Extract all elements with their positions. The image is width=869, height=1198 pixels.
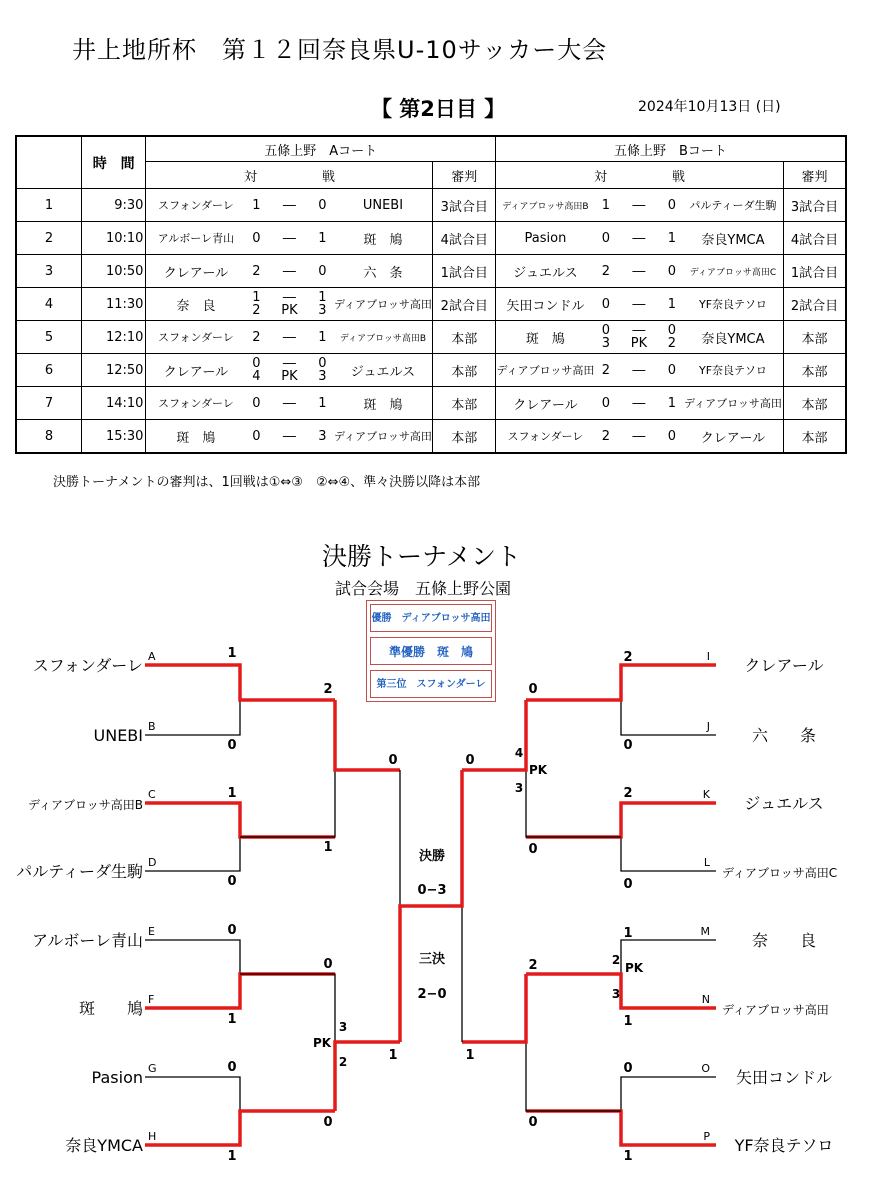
bracket-win-line <box>526 665 716 700</box>
home-team: クレアール <box>163 364 229 380</box>
pk-score-home: 4 <box>252 369 261 384</box>
score-home: 0 <box>252 230 261 246</box>
bracket-win-line <box>145 803 335 837</box>
score-home: 0 4 <box>252 356 261 384</box>
score-home: 0 <box>601 296 611 312</box>
team-name-right: YF奈良テソロ <box>734 1136 834 1155</box>
score-label: 0 <box>227 738 237 753</box>
score-home: 1 <box>252 197 261 213</box>
page-title: 井上地所杯 第１２回奈良県U-10サッカー大会 <box>72 36 608 64</box>
score-away: 3 <box>318 428 327 444</box>
bracket-line <box>145 1077 240 1111</box>
score-home: 1 <box>601 197 611 213</box>
bracket-win-line <box>400 906 432 1042</box>
bracket-line <box>621 700 716 735</box>
bracket-line <box>621 837 716 871</box>
score-home: 0 <box>601 230 611 246</box>
team-name-left: パルティーダ生駒 <box>16 862 143 881</box>
team-name-right: ディアブロッサ高田C <box>722 866 838 880</box>
score-label: 0 <box>323 1115 333 1130</box>
dash: ― <box>632 395 646 411</box>
home-team: Pasion <box>524 230 567 246</box>
score-label: 0 <box>388 753 398 768</box>
bracket-win-line <box>145 974 335 1008</box>
score-away: 0 <box>667 428 677 444</box>
bracket-line <box>526 770 621 837</box>
match-time: 15:30 <box>81 420 145 454</box>
away-team: YF奈良テソロ <box>698 298 767 311</box>
referee-b: 本部 <box>783 387 846 420</box>
score-label: 0 <box>465 753 475 768</box>
match-number: 2 <box>16 222 81 255</box>
pk-label: PK <box>312 1036 332 1050</box>
referee-b: 本部 <box>783 354 846 387</box>
away-team: ディアブロッサ高田B <box>339 333 427 344</box>
bracket-slot-letter: D <box>148 856 157 869</box>
home-team: ディアブロッサ高田B <box>502 201 589 212</box>
referee-b: 4試合目 <box>783 222 846 255</box>
bracket-slot-letter: J <box>706 720 710 733</box>
score-label: 0 <box>227 923 237 938</box>
match-time: 14:10 <box>81 387 145 420</box>
bracket-slot-letter: C <box>148 788 156 801</box>
away-team: 斑 鳩 <box>363 397 403 413</box>
pk-label: PK <box>281 303 298 318</box>
bracket-win-line <box>145 665 335 700</box>
dash: ― PK <box>630 323 648 351</box>
match-number: 1 <box>16 189 81 222</box>
referee-a: 本部 <box>433 420 495 454</box>
score-away: 0 3 <box>318 356 327 384</box>
score-label: 0 <box>623 738 633 753</box>
home-team: スフォンダーレ <box>507 430 584 443</box>
pk-score-label: 4 <box>514 746 524 760</box>
away-team: 奈良YMCA <box>701 331 765 347</box>
referee-note: 決勝トーナメントの審判は、1回戦は①⇔③ ②⇔④、準々決勝以降は本部 <box>53 475 481 490</box>
champion-label: 優勝 ディアブロッサ高田 <box>370 604 492 632</box>
dash: ― <box>632 197 646 213</box>
dash: ― <box>632 230 646 246</box>
bracket-line <box>145 940 240 974</box>
match-time: 10:10 <box>81 222 145 255</box>
home-team: ディアブロッサ高田 <box>496 364 595 377</box>
away-team: パルティーダ生駒 <box>689 199 777 212</box>
tournament-title: 決勝トーナメント <box>322 542 522 571</box>
score-away: 1 <box>667 230 677 246</box>
home-team: アルボーレ青山 <box>157 232 235 245</box>
score-home: 2 <box>252 329 261 345</box>
final-score: 0−3 <box>417 883 447 898</box>
home-team: 矢田コンドル <box>506 298 585 314</box>
score-label: 1 <box>227 1149 237 1164</box>
pk-score-home: 2 <box>252 303 261 318</box>
away-team: ディアブロッサ高田C <box>689 267 777 278</box>
away-team: クレアール <box>700 430 766 446</box>
score-label: 1 <box>227 1012 237 1027</box>
team-name-right: 奈 良 <box>751 931 817 950</box>
dash: ― <box>632 362 646 378</box>
score-label: 0 <box>623 877 633 892</box>
dash: ― PK <box>281 290 298 318</box>
score-away: 1 <box>318 395 327 411</box>
score-label: 1 <box>623 1014 633 1029</box>
tournament-venue: 試合会場 五條上野公園 <box>335 579 512 598</box>
score-away: 0 <box>667 197 677 213</box>
dash: ― <box>282 329 296 345</box>
pk-score-label: 3 <box>338 1020 348 1034</box>
score-label: 2 <box>528 958 538 973</box>
referee-a: 本部 <box>433 354 495 387</box>
referee-b: 3試合目 <box>783 189 846 222</box>
away-team: ディアブロッサ高田 <box>684 397 782 410</box>
referee-b: 本部 <box>783 321 846 354</box>
score-label: 1 <box>227 786 237 801</box>
dash: ― <box>632 296 646 312</box>
referee-b: 2試合目 <box>783 288 846 321</box>
match-header-b: 対 戦 <box>495 162 783 189</box>
date-label: 2024年10月13日 (日) <box>638 99 781 115</box>
home-team: ジュエルス <box>513 265 578 281</box>
bracket-slot-letter: G <box>148 1062 157 1075</box>
pk-score-away: 3 <box>318 303 327 318</box>
court-b-header: 五條上野 Bコート <box>495 136 846 162</box>
home-team: スフォンダーレ <box>158 331 234 344</box>
dash: ― PK <box>281 356 298 384</box>
pk-label: PK <box>630 336 648 351</box>
final-label: 決勝 <box>418 849 446 864</box>
score-label: 2 <box>323 682 333 697</box>
referee-a: 本部 <box>433 387 495 420</box>
score-away: 1 <box>667 395 677 411</box>
dash: ― <box>282 230 296 246</box>
score-home: 2 <box>601 362 611 378</box>
team-name-left: 斑 鳩 <box>78 999 143 1018</box>
score-home: 2 <box>252 263 261 279</box>
dash: ― <box>632 428 646 444</box>
match-time: 12:50 <box>81 354 145 387</box>
team-name-left: 奈良YMCA <box>65 1136 143 1155</box>
score-home: 0 <box>252 428 261 444</box>
time-header: 時 間 <box>81 136 145 189</box>
referee-header-a: 審判 <box>433 162 495 189</box>
bracket-line <box>240 770 335 837</box>
match-number: 4 <box>16 288 81 321</box>
referee-header-b: 審判 <box>783 162 846 189</box>
team-name-left: ディアブロッサ高田B <box>27 798 143 812</box>
third-place-match-score: 2−0 <box>417 987 447 1002</box>
home-team: 斑 鳩 <box>176 430 216 446</box>
away-team: 斑 鳩 <box>363 232 403 248</box>
score-label: 2 <box>623 650 633 665</box>
away-team: YF奈良テソロ <box>698 364 767 377</box>
referee-a: 3試合目 <box>433 189 495 222</box>
match-number: 7 <box>16 387 81 420</box>
score-label: 0 <box>323 957 333 972</box>
pk-label: PK <box>281 369 298 384</box>
score-away: 1 3 <box>318 290 327 318</box>
score-label: 0 <box>227 1060 237 1075</box>
score-label: 0 <box>528 842 538 857</box>
score-label: 1 <box>227 646 237 661</box>
pk-label: PK <box>528 763 548 777</box>
bracket-slot-letter: A <box>148 650 156 663</box>
pk-score-label: 3 <box>611 987 621 1001</box>
score-away: 1 <box>318 230 327 246</box>
score-away: 1 <box>667 296 677 312</box>
home-team: 斑 鳩 <box>525 331 565 347</box>
home-team: クレアール <box>513 397 578 413</box>
bracket-slot-letter: M <box>700 925 710 938</box>
pk-score-label: 3 <box>514 781 524 795</box>
pk-score-away: 3 <box>318 369 327 384</box>
home-team: スフォンダーレ <box>158 397 234 410</box>
score-label: 0 <box>528 1115 538 1130</box>
bracket-slot-letter: F <box>148 993 155 1006</box>
match-time: 11:30 <box>81 288 145 321</box>
bracket-slot-letter: I <box>706 650 710 663</box>
bracket-win-line <box>462 974 526 1042</box>
bracket-slot-letter: P <box>703 1130 710 1143</box>
bracket-win-line <box>145 1111 335 1145</box>
score-label: 2 <box>623 786 633 801</box>
home-team: クレアール <box>163 265 229 281</box>
referee-a: 1試合目 <box>433 255 495 288</box>
team-name-left: スフォンダーレ <box>32 656 143 675</box>
pk-label: PK <box>624 961 644 975</box>
away-team: 奈良YMCA <box>701 232 765 248</box>
score-home: 0 <box>601 395 611 411</box>
team-name-left: UNEBI <box>93 726 143 745</box>
pk-score-label: 2 <box>611 953 621 967</box>
team-name-right: ジュエルス <box>744 794 824 813</box>
court-a-header: 五條上野 Aコート <box>146 136 496 162</box>
score-label: 0 <box>528 682 538 697</box>
score-label: 1 <box>623 926 633 941</box>
third-place-match-label: 三決 <box>418 952 446 967</box>
away-team: ディアブロッサ高田 <box>334 430 432 443</box>
bracket-line <box>240 974 335 1042</box>
team-name-right: 六 条 <box>751 726 817 745</box>
score-home: 0 3 <box>601 323 611 351</box>
score-away: 0 <box>667 362 677 378</box>
dash: ― <box>282 395 296 411</box>
away-team: ジュエルス <box>350 364 416 380</box>
score-home: 1 2 <box>252 290 261 318</box>
dash: ― <box>282 428 296 444</box>
match-number: 8 <box>16 420 81 454</box>
dash: ― <box>282 263 296 279</box>
referee-b: 1試合目 <box>783 255 846 288</box>
match-time: 10:50 <box>81 255 145 288</box>
bracket-slot-letter: B <box>148 720 156 733</box>
score-away: 0 <box>667 263 677 279</box>
dash: ― <box>282 197 296 213</box>
match-time: 9:30 <box>81 189 145 222</box>
score-away: 0 2 <box>667 323 677 351</box>
match-number: 3 <box>16 255 81 288</box>
referee-a: 2試合目 <box>433 288 495 321</box>
match-number: 5 <box>16 321 81 354</box>
score-label: 1 <box>623 1149 633 1164</box>
bracket-line <box>621 1077 716 1111</box>
bracket-line <box>145 700 240 735</box>
bracket-slot-letter: N <box>701 993 710 1006</box>
score-label: 0 <box>623 1061 633 1076</box>
match-number: 6 <box>16 354 81 387</box>
score-label: 1 <box>388 1048 398 1063</box>
match-header-a: 対 戦 <box>146 162 433 189</box>
bracket-win-line <box>526 1111 716 1145</box>
referee-a: 4試合目 <box>433 222 495 255</box>
away-team: ディアブロッサ高田 <box>334 298 432 311</box>
bracket-line <box>526 1042 621 1111</box>
third-place-label: 第三位 スフォンダーレ <box>370 670 492 698</box>
bracket-win-line <box>526 974 716 1008</box>
score-away: 1 <box>318 329 327 345</box>
bracket-slot-letter: L <box>703 856 710 869</box>
score-away: 0 <box>318 197 327 213</box>
home-team: スフォンダーレ <box>158 199 234 212</box>
score-label: 1 <box>323 840 333 855</box>
bracket-slot-letter: K <box>702 788 710 801</box>
runner-up-label: 準優勝 斑 鳩 <box>370 637 492 665</box>
score-label: 0 <box>227 874 237 889</box>
team-name-right: クレアール <box>744 656 824 675</box>
match-time: 12:10 <box>81 321 145 354</box>
score-label: 1 <box>465 1048 475 1063</box>
pk-score-label: 2 <box>338 1055 348 1069</box>
dash: ― <box>632 263 646 279</box>
referee-b: 本部 <box>783 420 846 454</box>
score-home: 2 <box>601 263 611 279</box>
bracket-slot-letter: H <box>148 1130 157 1143</box>
score-away: 0 <box>318 263 327 279</box>
referee-a: 本部 <box>433 321 495 354</box>
home-team: 奈 良 <box>176 298 216 314</box>
away-team: 六 条 <box>363 265 403 281</box>
team-name-left: アルボーレ青山 <box>31 931 143 950</box>
bracket-line <box>145 837 240 871</box>
team-name-right: 矢田コンドル <box>735 1068 833 1087</box>
bracket-win-line <box>526 803 716 837</box>
day-label: 【 第2日目 】 <box>371 97 506 121</box>
away-team: UNEBI <box>362 197 404 213</box>
bracket-slot-letter: E <box>148 925 155 938</box>
score-home: 0 <box>252 395 261 411</box>
team-name-right: ディアブロッサ高田 <box>722 1003 829 1017</box>
pk-score-away: 2 <box>667 336 677 351</box>
bracket-slot-letter: O <box>701 1062 710 1075</box>
pk-score-home: 3 <box>601 336 611 351</box>
team-name-left: Pasion <box>91 1068 143 1087</box>
bracket-line <box>432 906 462 1042</box>
score-home: 2 <box>601 428 611 444</box>
